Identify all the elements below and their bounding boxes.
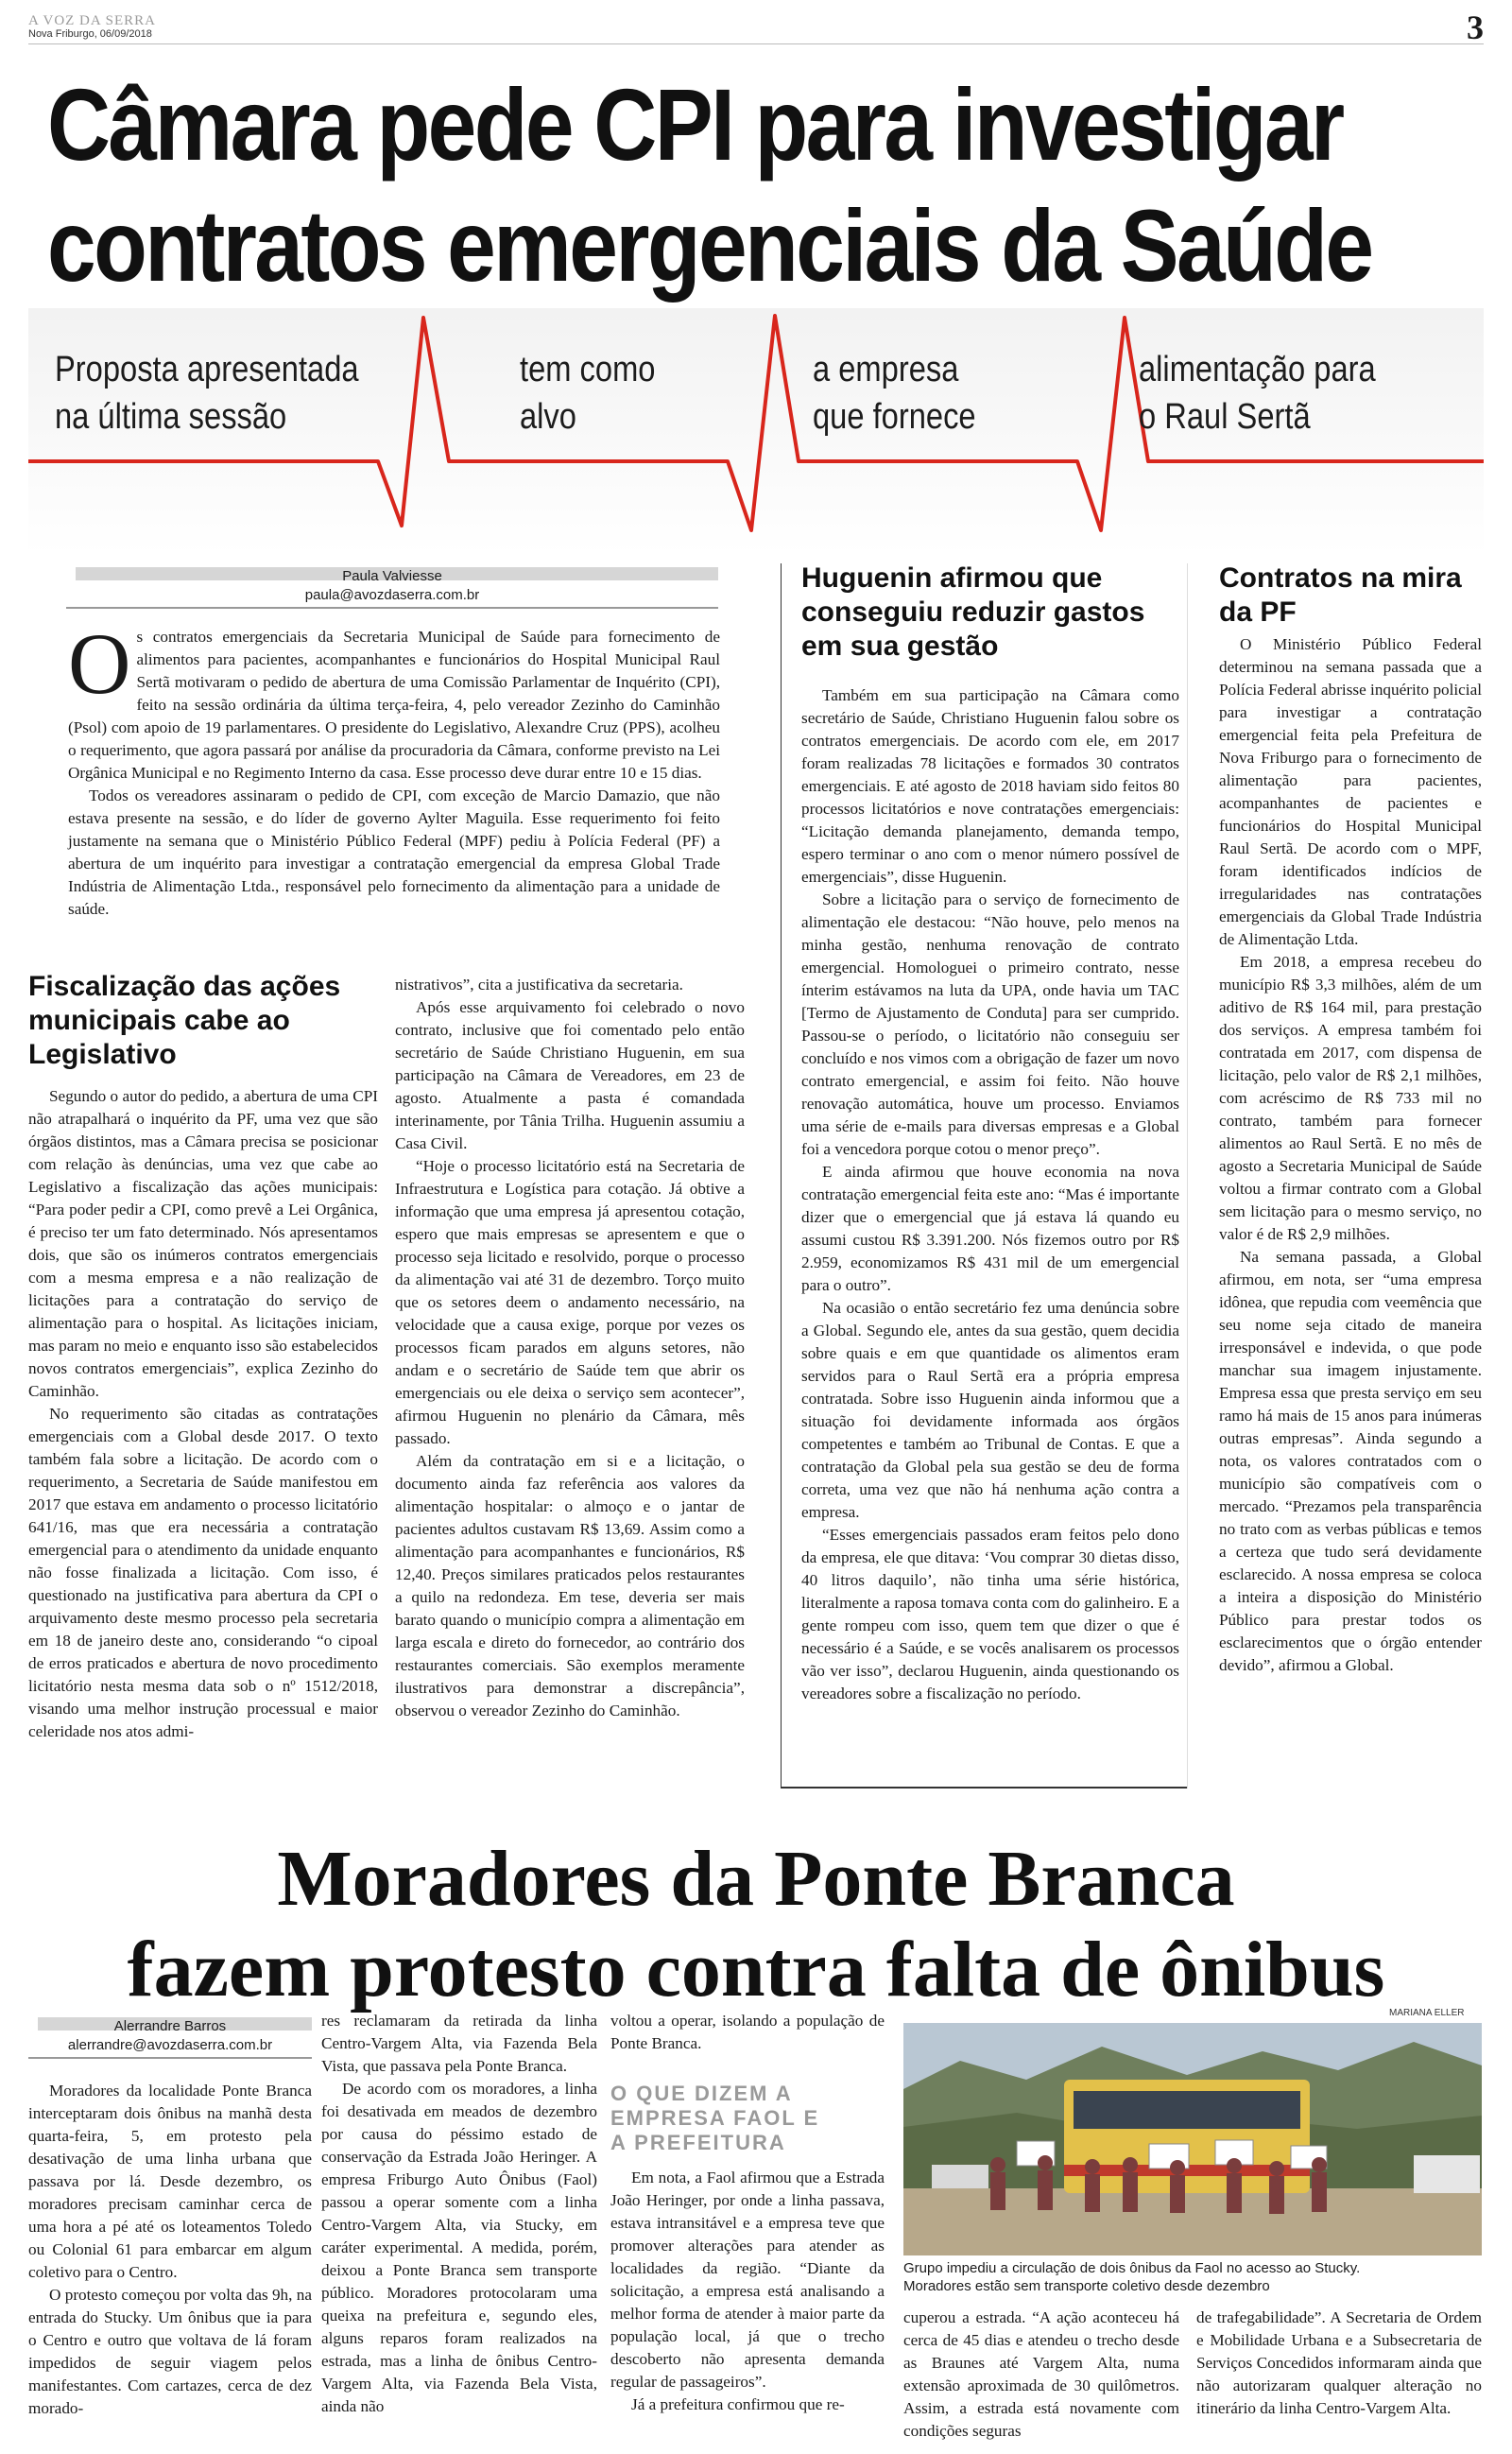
subhead-contratos: Contratos na mira da PF — [1219, 562, 1462, 628]
subhead-fiscalizacao: Fiscalização das ações municipais cabe ao Legislativo — [28, 971, 341, 1070]
band-text-1: Proposta apresentada na última sessão — [55, 350, 359, 437]
photo-caption: Grupo impediu a circulação de dois ônibus da Faol no acesso ao Stucky. Moradores estão sem transporte coletivo desde dezembro — [903, 2260, 1361, 2294]
col-fiscalizacao — [28, 970, 378, 1743]
top-rule — [28, 43, 1484, 44]
band-text-2: tem como alvo — [520, 350, 656, 437]
paragraph: Já a prefeitura confirmou que re- — [631, 2395, 845, 2413]
paragraph: Em nota, a Faol afirmou que a Estrada João Heringer, por onde a linha passava, estava intransitável e a empresa teve que promover alterações para atender as localidades da região. “Diante da solicitação, a empresa está analisando a melhor forma de atender à maior parte da população local, já que o trecho descoberto não apresenta demanda regular de passageiros”. — [610, 2169, 885, 2391]
paragraph: E ainda afirmou que houve economia na nova contratação emergencial feita este ano: “Mas é importante dizer que o emergencial que já estava lá quando eu assumi custou R$ 3.391.200. Nós fizemos outro por R$ 2.959, economizamos R$ 431 mil de um emergencial para o outro”. — [801, 1163, 1179, 1294]
story2-col-3 — [610, 2010, 885, 2416]
story2-col-5 — [1196, 2307, 1482, 2420]
paragraph: Em 2018, a empresa recebeu do município R$ 3,3 milhões, além de um aditivo de R$ 164 mil, para prestação dos serviços. A empresa também foi contratada em 2017, com dispensa de licitação, pelo valor de R$ 2,1 milhões, com acréscimo de R$ 733 mil no contrato, também para fornecer alimentos ao Raul Sertã. E no mês de agosto a Secretaria Municipal de Saúde voltou a firmar contrato com a Global sem licitação para o mesmo serviço, no valor é de R$ 2,9 milhões. — [1219, 953, 1482, 1243]
byline-paula — [66, 567, 718, 609]
kicker-faol: O QUE DIZEM A EMPRESA FAOL E A PREFEITURA — [610, 2082, 820, 2154]
paragraph: De acordo com os moradores, a linha foi desativada em meados de dezembro por causa do péssimo estado de conservação da Estrada João Heringer. A empresa Friburgo Auto Ônibus (Faol) passou a operar somente com a linha Centro-Vargem Alta, via Stucky, em caráter experimental. A medida, porém, deixou a Ponte Branca sem transporte público. Moradores protocolaram uma queixa na prefeitura e, segundo eles, alguns reparos foram realizados na estrada, mas a linha de ônibus Centro-Vargem Alta, via Fazenda Bela Vista, ainda não — [321, 2080, 597, 2415]
paragraph: res reclamaram da retirada da linha Centro-Vargem Alta, via Fazenda Bela Vista, que passava pela Ponte Branca. — [321, 2012, 597, 2075]
byline-name: Alerrandre Barros — [113, 2018, 227, 2034]
paragraph: Sobre a licitação para o serviço de fornecimento de alimentação ele destacou: “Não houve, pelo menos na minha gestão, nenhuma renovação de contrato emergencial. Homologuei o primeiro contrato, nesse ínterim estávamos na luta da UPA, onde havia um TAC [Termo de Ajustamento de Conduta] para ser cumprido. Passou-se o período, o licitatório não conseguiu ser concluído e nos vimos com a obrigação de fazer um novo contrato emergencial, e assim foi feito. Não houve renovação automática, houve um processo. Enviamos uma série de e-mails para diversas empresas e a Global foi a vencedora porque cotou o menor preço”. — [801, 890, 1179, 1158]
paragraph: cuperou a estrada. “A ação aconteceu há cerca de 45 dias e atendeu o trecho desde as Braunes até Vargem Alta, numa extensão aproximada de 30 quilômetros. Assim, a estrada está novamente com condições seguras — [903, 2308, 1179, 2440]
paragraph: No requerimento são citadas as contratações emergenciais com a Global desde 2017. O texto também fala sobre a licitação. De acordo com o requerimento, a Secretaria de Saúde manifestou em 2017 que estava em andamento o processo licitatório 641/16, mas que era necessária a contratação emergencial para o atendimento da unidade enquanto não fosse finalizada a licitação. Com isso, é questionado na justificativa para abertura da CPI o arquivamento deste mesmo processo pela secretaria em 18 de janeiro deste ano, considerando “o cipoal de erros praticados e abertura de novo procedimento licitatório nesta mesma data sob o nº 1512/2018, visando uma melhor instrução processual e maior celeridade nos atos admi- — [28, 1405, 378, 1740]
band-text-3: a empresa que fornece — [813, 350, 976, 437]
story2-col-2 — [321, 2010, 597, 2418]
story2-col-4 — [903, 2307, 1179, 2443]
headline-cpi — [47, 64, 1372, 306]
box-huguenin — [801, 562, 1179, 1705]
box-title: Huguenin afirmou que conseguiu reduzir gastos em sua gestão — [801, 562, 1145, 662]
byline-alerrandre — [28, 2017, 312, 2059]
col-contratos-pf — [1219, 562, 1482, 1677]
paragraph: Na semana passada, a Global afirmou, em nota, ser “uma empresa idônea, que repudia com veemência que seu nome seja citado de maneira irresponsável e indevida, o que pode manchar sua imagem injustamente. Empresa essa que presta serviço em seu ramo há mais de 15 anos para inúmeras outras empresas”. Ainda segundo a nota, os valores contratados com o município são compatíveis com o mercado. “Prezamos pela transparência no trato com as verbas públicas e temos a certeza que tudo será devidamente esclarecido. A nossa empresa se coloca a inteira a disposição do Ministério Público para prestar todos os esclarecimentos que o órgão entender devido”, afirmou a Global. — [1219, 1248, 1482, 1674]
band-text-4: alimentação para o Raul Sertã — [1139, 350, 1376, 437]
headline-line-2: contratos emergenciais da Saúde — [47, 188, 1372, 302]
paragraph: Segundo o autor do pedido, a abertura de uma CPI não atrapalhará o inquérito da PF, uma vez que são órgãos distintos, mas a Câmara precisa se posicionar com relação às denúncias, uma vez que cabe ao Legislativo a fiscalização das ações municipais: “Para poder pedir a CPI, como prevê a Lei Orgânica, é preciso ter um fato determinado. Nós apresentamos dois, que são os inúmeros contratos emergenciais com a mesma empresa e a não realização de licitações para a contratação do serviço de alimentação para o hospital. As licitações iniciam, mas param no meio e enquanto isso são estabelecidos novos contratos emergenciais”, explica Zezinho do Caminhão. — [28, 1087, 378, 1400]
paragraph: Após esse arquivamento foi celebrado o novo contrato, inclusive que foi comentado pelo então secretário de Saúde Christiano Huguenin, em sua participação na Câmara de Vereadores, em 23 de agosto. Atualmente a pasta é comandada interinamente, por Tânia Trilha. Huguenin assumiu a Casa Civil. — [395, 998, 745, 1152]
box-left-rule — [781, 563, 782, 1789]
byline-name: Paula Valviesse — [342, 568, 442, 584]
byline-email: paula@avozdaserra.com.br — [304, 587, 480, 603]
paragraph: nistrativos”, cita a justificativa da secretaria. — [395, 976, 683, 994]
paragraph: “Hoje o processo licitatório está na Secretaria de Infraestrutura e Logística para cotação. Já obtive a informação que uma empresa já apresentou cotação, espero que mais empresas se apresentem e que o processo seja licitado e resolvido, porque o processo da alimentação vai até 31 de dezembro. Torço muito que os setores deem o andamento necessário, na velocidade que a causa exige, porque por vezes os processos ficam parados em alguns setores, não andam e o secretário de Saúde tem que abrir os emergenciais ou ele deixa o serviço sem acontecer”, afirmou Huguenin no plenário da Câmara, mês passado. — [395, 1157, 745, 1447]
masthead-name: A VOZ DA SERRA — [28, 13, 156, 28]
photo-credit: MARIANA ELLER — [1389, 2008, 1465, 2018]
box-right-rule — [1187, 563, 1188, 1789]
paragraph: Na ocasião o então secretário fez uma denúncia sobre a Global. Segundo ele, antes da sua gestão, quem decidia sobre quais e em que quantidade os alimentos eram servidos para o Raul Sertã era a própria empresa contratada. Sobre isso Huguenin ainda informou que a situação foi devidamente informada aos órgãos competentes e também ao Tribunal de Contas. E que a contratação da Global pela sua gestão se deu de forma correta, uma vez que não há nenhuma ação contra a empresa. — [801, 1299, 1179, 1521]
headline-line-2: fazem protesto contra falta de ônibus — [127, 1926, 1385, 2013]
paragraph: O protesto começou por volta das 9h, na entrada do Stucky. Um ônibus que ia para o Centro e outro que voltava de lá foram impedidos de seguir viagem pelos manifestantes. Com cartazes, cerca de dez morado- — [28, 2286, 312, 2417]
paragraph: “Esses emergenciais passados eram feitos pelo dono da empresa, ele que ditava: ‘Vou comprar 30 dietas disso, 40 litros daquilo’, não tinha uma série histórica, literalmente a raposa tomava conta com do galinheiro. E a gente rompeu com isso, quem tem que dizer o que é necessário é a Saúde, e se vocês analisarem os processos vão ver isso”, declarou Huguenin, ainda questionando os vereadores sobre a fiscalização no período. — [801, 1526, 1179, 1702]
headline-ponte-branca — [38, 1834, 1474, 2015]
paragraph: de trafegabilidade”. A Secretaria de Ordem e Mobilidade Urbana e a Subsecretaria de Serviços Concedidos informaram ainda que não autorizaram qualquer alteração no itinerário da linha Centro-Vargem Alta. — [1196, 2308, 1482, 2417]
byline-email: alerrandre@avozdaserra.com.br — [67, 2037, 273, 2053]
dropcap: O — [68, 615, 131, 712]
lead-text: Os contratos emergenciais da Secretaria Municipal de Saúde para fornecimento de alimentos para pacientes, acompanhantes e funcionários do Hospital Municipal Raul Sertã motivaram o pedido de abertura de uma Comissão Parlamentar de Inquérito (CPI), feito na sessão ordinária da última terça-feira, 4, pelo vereador Zezinho do Caminhão (Psol) com apoio de 19 parlamentares. O presidente do Legislativo, Alexandre Cruz (PPS), acolheu o requerimento, que agora passará por análise da procuradoria da Câmara, conforme previsto na Lei Orgânica Municipal e no Regimento Interno da casa. Esse processo deve durar entre 10 e 15 dias. Todos os vereadores assinaram o pedido de CPI, com exceção de Marcio Damazio, que não estava presente na sessão, e do líder de governo Aylter Maguila. Esse requerimento foi feito justamente na semana que o Ministério Público Federal (MPF) pediu à Polícia Federal (PF) a abertura de um inquérito para investigar a contratação emergencial da empresa Global Trade Indústria de Alimentação Ltda., responsável pelo fornecimento da alimentação para a unidade de saúde. — [68, 615, 720, 918]
protest-photo — [903, 2023, 1482, 2255]
headline-line-1: Moradores da Ponte Branca — [277, 1835, 1235, 1923]
paragraph: Além da contratação em si e a licitação, o documento ainda faz referência aos valores da alimentação hospitalar: o almoço e o jantar de pacientes adultos custavam R$ 13,69. Assim como a alimentação para acompanhantes e funcionários, R$ 12,40. Preços similares praticados pelos restaurantes a quilo na redondeza. Em tese, deveria ser mais barato quando o município compra a alimentação em larga escala e direto do fornecedor, ao contrário dos restaurantes comerciais. São exemplos meramente ilustrativos para demonstrar a discrepância”, observou o vereador Zezinho do Caminhão. — [395, 1452, 745, 1720]
paragraph: Também em sua participação na Câmara como secretário de Saúde, Christiano Huguenin falou sobre os contratos emergenciais. De acordo com ele, em 2017 foram realizadas 78 licitações e formados 30 contratos emergenciais. E até agosto de 2018 haviam sido feitos 80 processos licitatórios e nove contratações emergenciais: “Licitação demanda planejamento, demanda tempo, espero terminar o ano com o menor número possível de emergenciais”, disse Huguenin. — [801, 686, 1179, 886]
box-bottom-rule — [781, 1787, 1187, 1789]
dateline: Nova Friburgo, 06/09/2018 — [28, 28, 152, 40]
col-secretaria — [395, 974, 745, 1722]
paragraph: Moradores da localidade Ponte Branca interceptaram dois ônibus na manhã desta quarta-feira, 5, em protesto pela desativação de uma linha urbana que passava por lá. Desde dezembro, os moradores precisam caminhar cerca de uma hora a pé até os loteamentos Toledo ou Colonial 61 para embarcar em algum coletivo para o Centro. — [28, 2082, 312, 2281]
paragraph: O Ministério Público Federal determinou na semana passada que a Polícia Federal abrisse inquérito policial para investigar a contratação emergencial feita pela Prefeitura de Nova Friburgo para o fornecimento de alimentação para pacientes, acompanhantes de pacientes e funcionários do Hospital Municipal Raul Sertã. De acordo com o MPF, foram identificados indícios de irregularidades nas contratações emergenciais da Global Trade Indústria de Alimentação Ltda. — [1219, 635, 1482, 948]
page-number: 3 — [1467, 9, 1484, 46]
headline-line-1: Câmara pede CPI para investigar — [47, 67, 1343, 181]
story2-col-1 — [28, 2080, 312, 2420]
paragraph: voltou a operar, isolando a população de Ponte Branca. — [610, 2012, 885, 2052]
